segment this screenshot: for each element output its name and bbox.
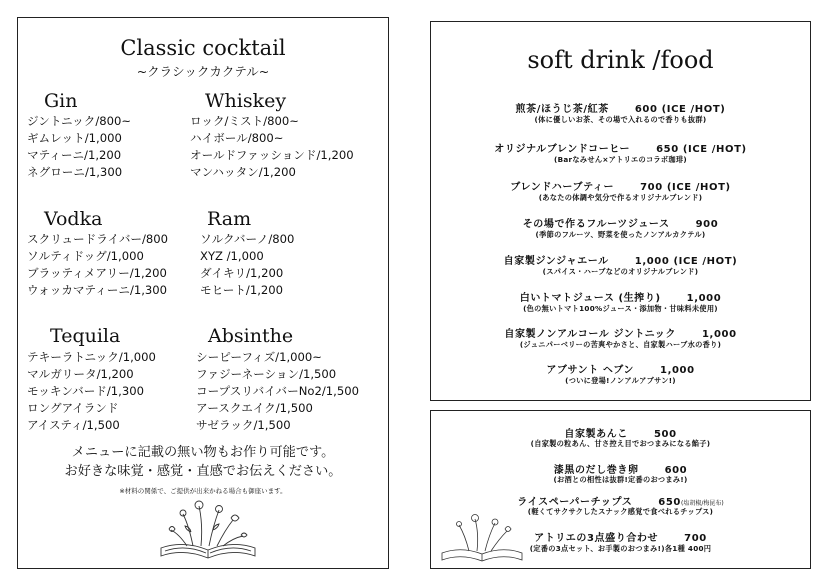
menu-item: ソルティドッグ/1,000 [27,248,144,263]
drink-price: 650 (ICE /HOT) [656,144,747,155]
menu-item: アイスティ/1,500 [27,417,120,432]
drink-row [431,252,810,267]
menu-item: テキーラトニック/1,000 [27,350,156,364]
drink-name: その場で作るフルーツジュース [522,219,670,230]
drink-price: 1,000 [660,365,695,376]
drink-row [431,289,810,304]
category-list-vodka [27,231,168,299]
drink-price: 600 (ICE /HOT) [634,104,726,115]
note-line-1: メニューに記載の無い物もお作り可能です。 [71,445,335,460]
drink-row [431,178,810,193]
food-desc: (お酒との相性は抜群!定番のおつまみ!) [553,475,688,484]
drink-row [431,215,810,230]
drink-name: 煎茶/ほうじ茶/紅茶 [515,104,609,115]
drink-price: 900 [695,219,719,230]
food-row [431,425,810,440]
drink-name: 自家製ジンジャエール [503,256,609,267]
drink-name: 白いトマトジュース (生搾り) [519,293,661,304]
classic-subtitle: ~クラシックカクテル~ [136,64,270,79]
menu-item: モッキンバード/1,300 [27,383,144,398]
classic-cocktail-panel [17,17,389,569]
menu-item: ロングアイランド [27,400,119,415]
food-price: 500 [653,429,677,440]
open-book-flowers-icon [437,511,527,566]
menu-item: マルガリータ/1,200 [27,366,134,381]
food-row [431,461,810,476]
menu-item: ギムレット/1,000 [27,130,122,145]
drink-name: ブレンドハーブティー [510,182,615,193]
food-desc: (軽くてサクサクしたスナック感覚で食べれるチップス) [527,507,714,516]
food-desc: (定番の3点セット、お手製のおつまみ!)各1種 400円 [529,544,712,553]
drink-name: オリジナルブレンドコーヒー [494,144,631,155]
food-row [431,493,810,508]
category-list-absinthe [196,349,359,434]
menu-item: ネグローニ/1,300 [27,164,123,179]
menu-item: モヒート/1,200 [200,282,284,297]
category-list-ram [200,231,294,299]
drink-name: 自家製ノンアルコール ジントニック [504,329,676,340]
food-desc: (自家製の粒あん、甘さ控え目でおつまみになる餡子) [530,439,711,448]
menu-item: ハイボール/800~ [190,130,284,145]
category-list-tequila [27,349,156,434]
drink-desc: (ジュニパーベリーの苦爽やかさと、自家製ハーブ水の香り) [519,340,722,349]
menu-item: XYZ /1,000 [200,248,264,263]
category-list-whiskey [190,113,354,181]
drink-price: 1,000 [686,293,722,304]
drink-row [431,100,810,115]
menu-item: オールドファッションド/1,200 [190,147,354,162]
food-price-note: (塩胡椒/梅昆布) [680,500,724,507]
food-price: 600 [664,465,688,476]
menu-item: ダイキリ/1,200 [200,265,284,280]
drink-desc: (あなたの体調や気分で作るオリジナルブレンド) [538,193,703,202]
menu-item: マンハッタン/1,200 [190,164,296,179]
note-small: ※材料の関係で、ご提供が出来かねる場合も御座います。 [119,487,287,495]
drink-name: アブサント ヘブン [546,365,635,376]
drink-price: 700 (ICE /HOT) [640,182,731,193]
food-name: 自家製あんこ [564,429,628,440]
menu-item: サゼラック/1,500 [196,417,291,432]
menu-item: ブラッティメアリー/1,200 [27,265,167,280]
menu-item: ロック/ミスト/800~ [190,114,299,128]
drink-price: 1,000 [702,329,737,340]
category-heading-vodka: Vodka [44,208,103,230]
food-name: アトリエの3点盛り合わせ [534,533,659,544]
category-heading-gin: Gin [44,90,78,112]
drink-desc: (スパイス・ハーブなどのオリジナルブレンド) [542,267,699,276]
category-heading-ram: Ram [207,208,252,230]
classic-title: Classic cocktail [120,36,286,60]
category-heading-absinthe: Absinthe [208,325,294,347]
menu-item: アースクエイク/1,500 [196,400,313,415]
menu-item: ファジーネーション/1,500 [196,366,337,381]
drink-desc: (季節のフルーツ、野菜を使ったノンアルカクテル) [535,230,706,239]
category-heading-tequila: Tequila [50,325,121,347]
menu-item: シーピーフィズ/1,000~ [196,350,322,364]
menu-item: スクリュードライバー/800 [27,232,169,246]
open-book-flowers-icon [153,496,263,566]
category-list-gin [27,113,131,181]
menu-item: コープスリバイバーNo2/1,500 [196,383,359,398]
category-heading-whiskey: Whiskey [205,90,287,112]
menu-item: マティーニ/1,200 [27,147,122,162]
drink-desc: (Barなみせん×アトリエのコラボ珈琲) [554,155,687,164]
food-price: 700 [684,533,707,544]
drink-desc: (体に優しいお茶、その場で入れるので香りも抜群) [534,115,707,124]
soft-drink-panel [430,21,811,401]
menu-item: ジントニック/800~ [27,114,132,128]
drink-row [431,325,810,340]
menu-item: ウォッカマティーニ/1,300 [27,282,168,297]
drink-desc: (ついに登場!ノンアルアブサン!) [565,376,676,385]
drink-price: 1,000 (ICE /HOT) [634,256,738,267]
drink-row [431,361,810,376]
menu-item: ソルクバーノ/800 [200,232,295,246]
drink-row [431,140,810,155]
soft-title: soft drink /food [527,46,714,74]
note-line-2: お好きな味覚・感覚・直感でお伝えください。 [64,464,342,479]
food-name: ライスペーパーチップス [517,497,633,508]
drink-desc: (色の無いトマト100%ジュース・添加物・甘味料未使用) [523,304,718,313]
food-name: 漆黒のだし巻き卵 [553,465,639,476]
food-price: 650 [658,497,681,508]
food-panel [430,410,811,569]
